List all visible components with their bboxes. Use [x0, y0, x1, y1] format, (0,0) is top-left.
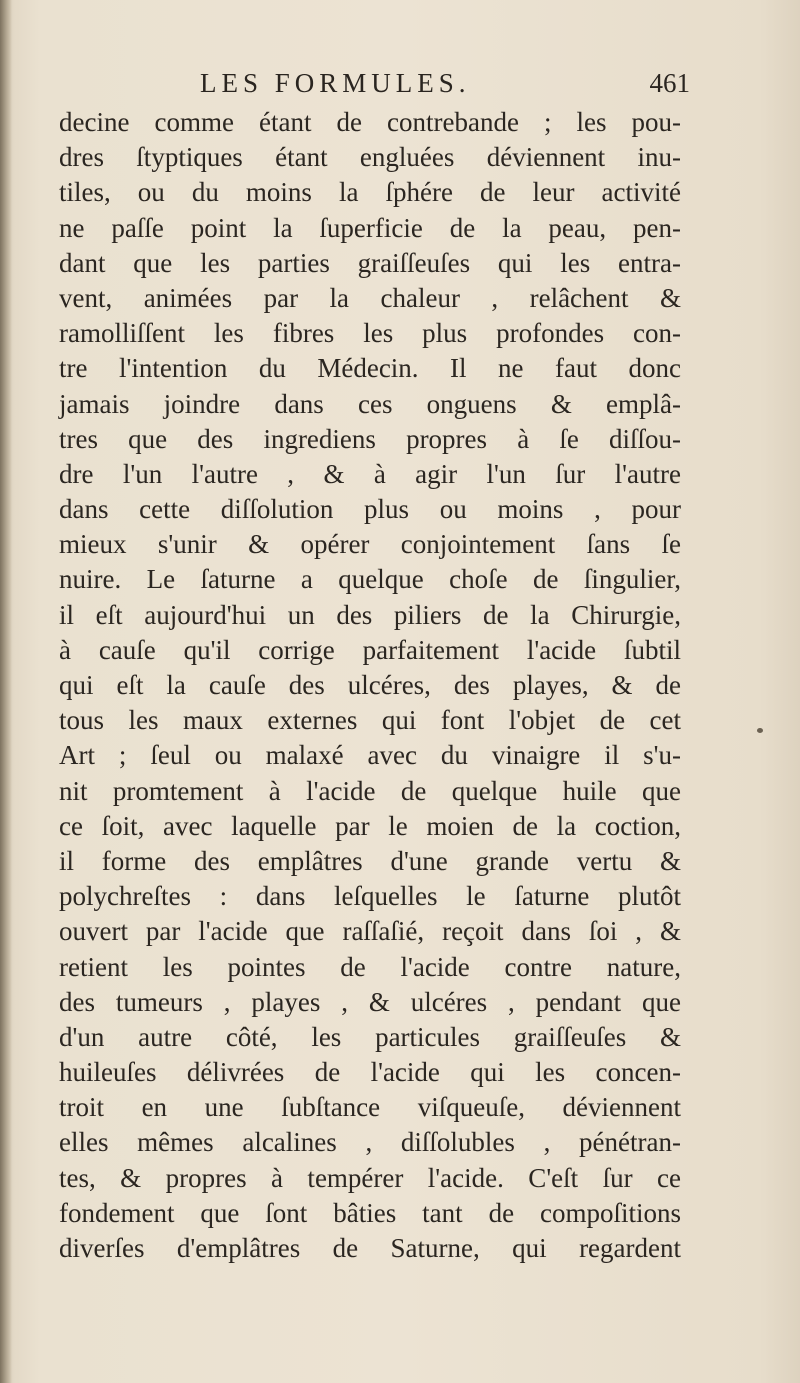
text-line: tiles, ou du moins la ſphére de leur activité [59, 177, 681, 208]
ink-spot [757, 728, 763, 733]
text-line: d'un autre côté, les particules graiſſeuſes & [59, 1021, 681, 1052]
text-line: fondement que ſont bâties tant de compoſitions [59, 1197, 681, 1228]
text-line: dant que les parties graiſſeuſes qui les entra- [59, 247, 681, 278]
text-line: elles mêmes alcalines , diſſolubles , pénétran- [59, 1127, 681, 1158]
text-line: polychreſtes : dans leſquelles le ſaturne plutôt [59, 881, 681, 912]
text-line: il eſt aujourd'hui un des piliers de la Chirurgie, [59, 599, 681, 630]
text-line: nuire. Le ſaturne a quelque choſe de ſingulier, [59, 564, 681, 595]
text-line: dans cette diſſolution plus ou moins , pour [59, 494, 681, 525]
text-line: jamais joindre dans ces onguens & emplâ- [59, 388, 681, 419]
body-text [59, 105, 681, 1266]
text-line: diverſes d'emplâtres de Saturne, qui regardent [59, 1233, 681, 1263]
text-line: troit en une ſubſtance viſqueuſe, déviennent [59, 1092, 681, 1123]
text-line: dres ſtyptiques étant engluées déviennent inu- [59, 142, 681, 173]
text-line: ne paſſe point la ſuperficie de la peau, pen- [59, 212, 681, 243]
text-line: Art ; ſeul ou malaxé avec du vinaigre il s'u- [59, 740, 681, 771]
text-line: tres que des ingrediens propres à ſe diſſou- [59, 423, 681, 454]
text-line: ce ſoit, avec laquelle par le moien de la coction, [59, 810, 681, 841]
text-line: il forme des emplâtres d'une grande vertu & [59, 845, 681, 876]
text-line: dre l'un l'autre , & à agir l'un ſur l'autre [59, 458, 681, 489]
text-line: ramolliſſent les fibres les plus profondes con- [59, 318, 681, 349]
text-line: nit promtement à l'acide de quelque huile que [59, 775, 681, 806]
text-line: tre l'intention du Médecin. Il ne faut donc [59, 353, 681, 384]
text-line: qui eſt la cauſe des ulcéres, des playes, & de [59, 670, 681, 700]
text-line: tes, & propres à tempérer l'acide. C'eſt ſur ce [59, 1162, 681, 1193]
text-line: à cauſe qu'il corrige parfaitement l'acide ſubtil [59, 634, 681, 665]
text-line: ouvert par l'acide que raſſaſié, reçoit dans ſoi , & [59, 916, 681, 947]
text-line: des tumeurs , playes , & ulcéres , pendant que [59, 986, 681, 1017]
page-gutter-shadow [0, 0, 12, 1383]
text-line: retient les pointes de l'acide contre nature, [59, 951, 681, 982]
running-head: LES FORMULES. [200, 68, 471, 98]
text-line: decine comme étant de contrebande ; les pou- [59, 107, 681, 137]
text-line: mieux s'unir & opérer conjointement ſans ſe [59, 529, 681, 560]
text-line: huileuſes délivrées de l'acide qui les concen- [59, 1057, 681, 1088]
text-line: tous les maux externes qui font l'objet de cet [59, 705, 681, 736]
page-header [200, 68, 690, 108]
text-line: vent, animées par la chaleur , relâchent & [59, 282, 681, 313]
page-number: 461 [649, 68, 690, 98]
